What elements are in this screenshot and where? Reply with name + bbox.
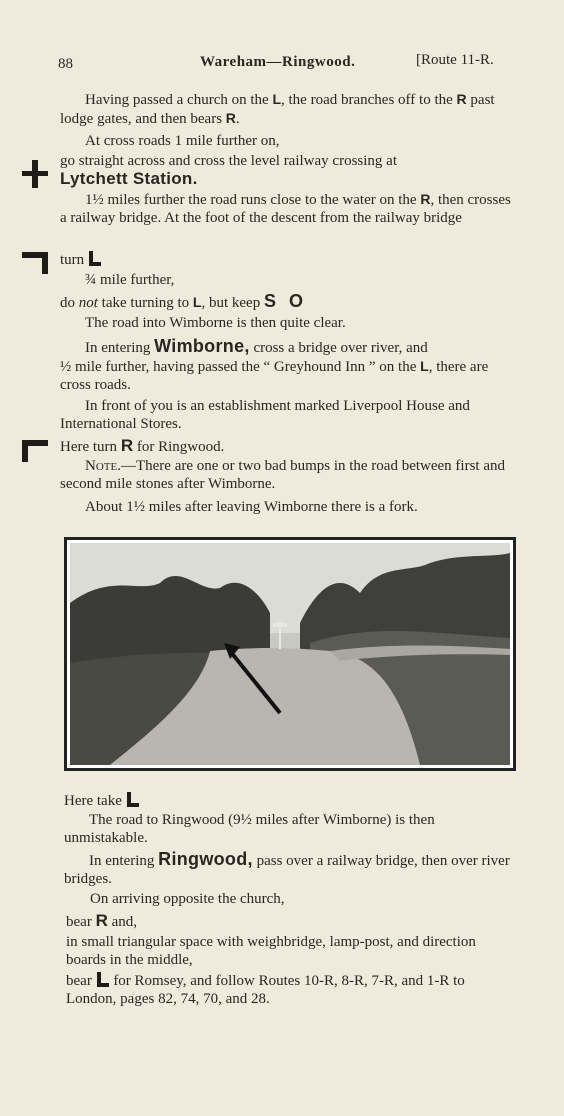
paragraph-turn-r: Here turn R for Ringwood. (60, 436, 225, 455)
l-symbol-icon (126, 791, 140, 808)
paragraph-bear-r: bear R and, (66, 911, 138, 930)
paragraph-note: Note.—There are one or two bad bumps in the road between first and second mile stones after Wimborne. (60, 458, 506, 492)
paragraph-cross-roads: At cross roads 1 mile further on, (85, 133, 280, 149)
road-fork-photograph (64, 537, 516, 771)
paragraph-greyhound: ½ mile further, having passed the “ Greyhound Inn ” on the L, there are cross roads. (60, 358, 489, 393)
turn-right-icon (22, 440, 48, 467)
paragraph-turn-l: turn (60, 250, 515, 269)
place-lytchett-station: Lytchett Station. (60, 169, 198, 188)
l-symbol-icon (88, 250, 102, 267)
paragraph-wimborne-road: The road into Wimborne is then quite clear. (85, 315, 346, 331)
paragraph-keep-so: do not take turning to L, but keep S O (60, 291, 307, 311)
paragraph-ringwood-road: The road to Ringwood (9½ miles after Wimborne) is then unmistakable. (64, 812, 435, 846)
paragraph-opposite-church: On arriving opposite the church, (90, 891, 285, 907)
paragraph-water: 1½ miles further the road runs close to the water on the R, then crosses a railway bridge. At the foot of the descent from the railway bridge (60, 191, 511, 226)
crossroads-straight-icon (22, 160, 48, 193)
paragraph-church: Having passed a church on the L, the road branches off to the R past lodge gates, and then bears R. (60, 91, 495, 127)
running-title: Wareham—Ringwood. (200, 54, 356, 70)
page-header (58, 52, 518, 76)
l-symbol-icon (96, 971, 110, 988)
paragraph-entering-wimborne: In entering Wimborne, cross a bridge over river, and (85, 336, 428, 356)
place-wimborne: Wimborne, (154, 336, 250, 356)
route-label: [Route 11-R. (416, 52, 494, 68)
turn-left-icon (22, 252, 48, 279)
paragraph-entering-ringwood: In entering Ringwood, pass over a railway bridge, then over river bridges. (64, 849, 510, 887)
page-number: 88 (58, 56, 73, 72)
paragraph-weighbridge: in small triangular space with weighbridge, lamp-post, and direction boards in the middle, (66, 934, 476, 968)
paragraph-fork: About 1½ miles after leaving Wimborne there is a fork. (85, 499, 418, 515)
paragraph-liverpool-house: In front of you is an establishment marked Liverpool House and International Stores. (60, 398, 470, 432)
paragraph-three-quarter-mile: ¾ mile further, (85, 272, 175, 288)
paragraph-take-l: Here take (64, 791, 515, 810)
paragraph-lytchett: go straight across and cross the level railway crossing at Lytchett Station. (60, 153, 397, 188)
r-symbol: R (95, 911, 108, 930)
place-ringwood: Ringwood, (158, 849, 253, 869)
r-symbol: R (120, 436, 134, 455)
paragraph-romsey: bear for Romsey, and follow Routes 10-R, 8-R, 7-R, and 1-R to London, pages 82, 74, 70, and 28. (66, 973, 465, 1007)
